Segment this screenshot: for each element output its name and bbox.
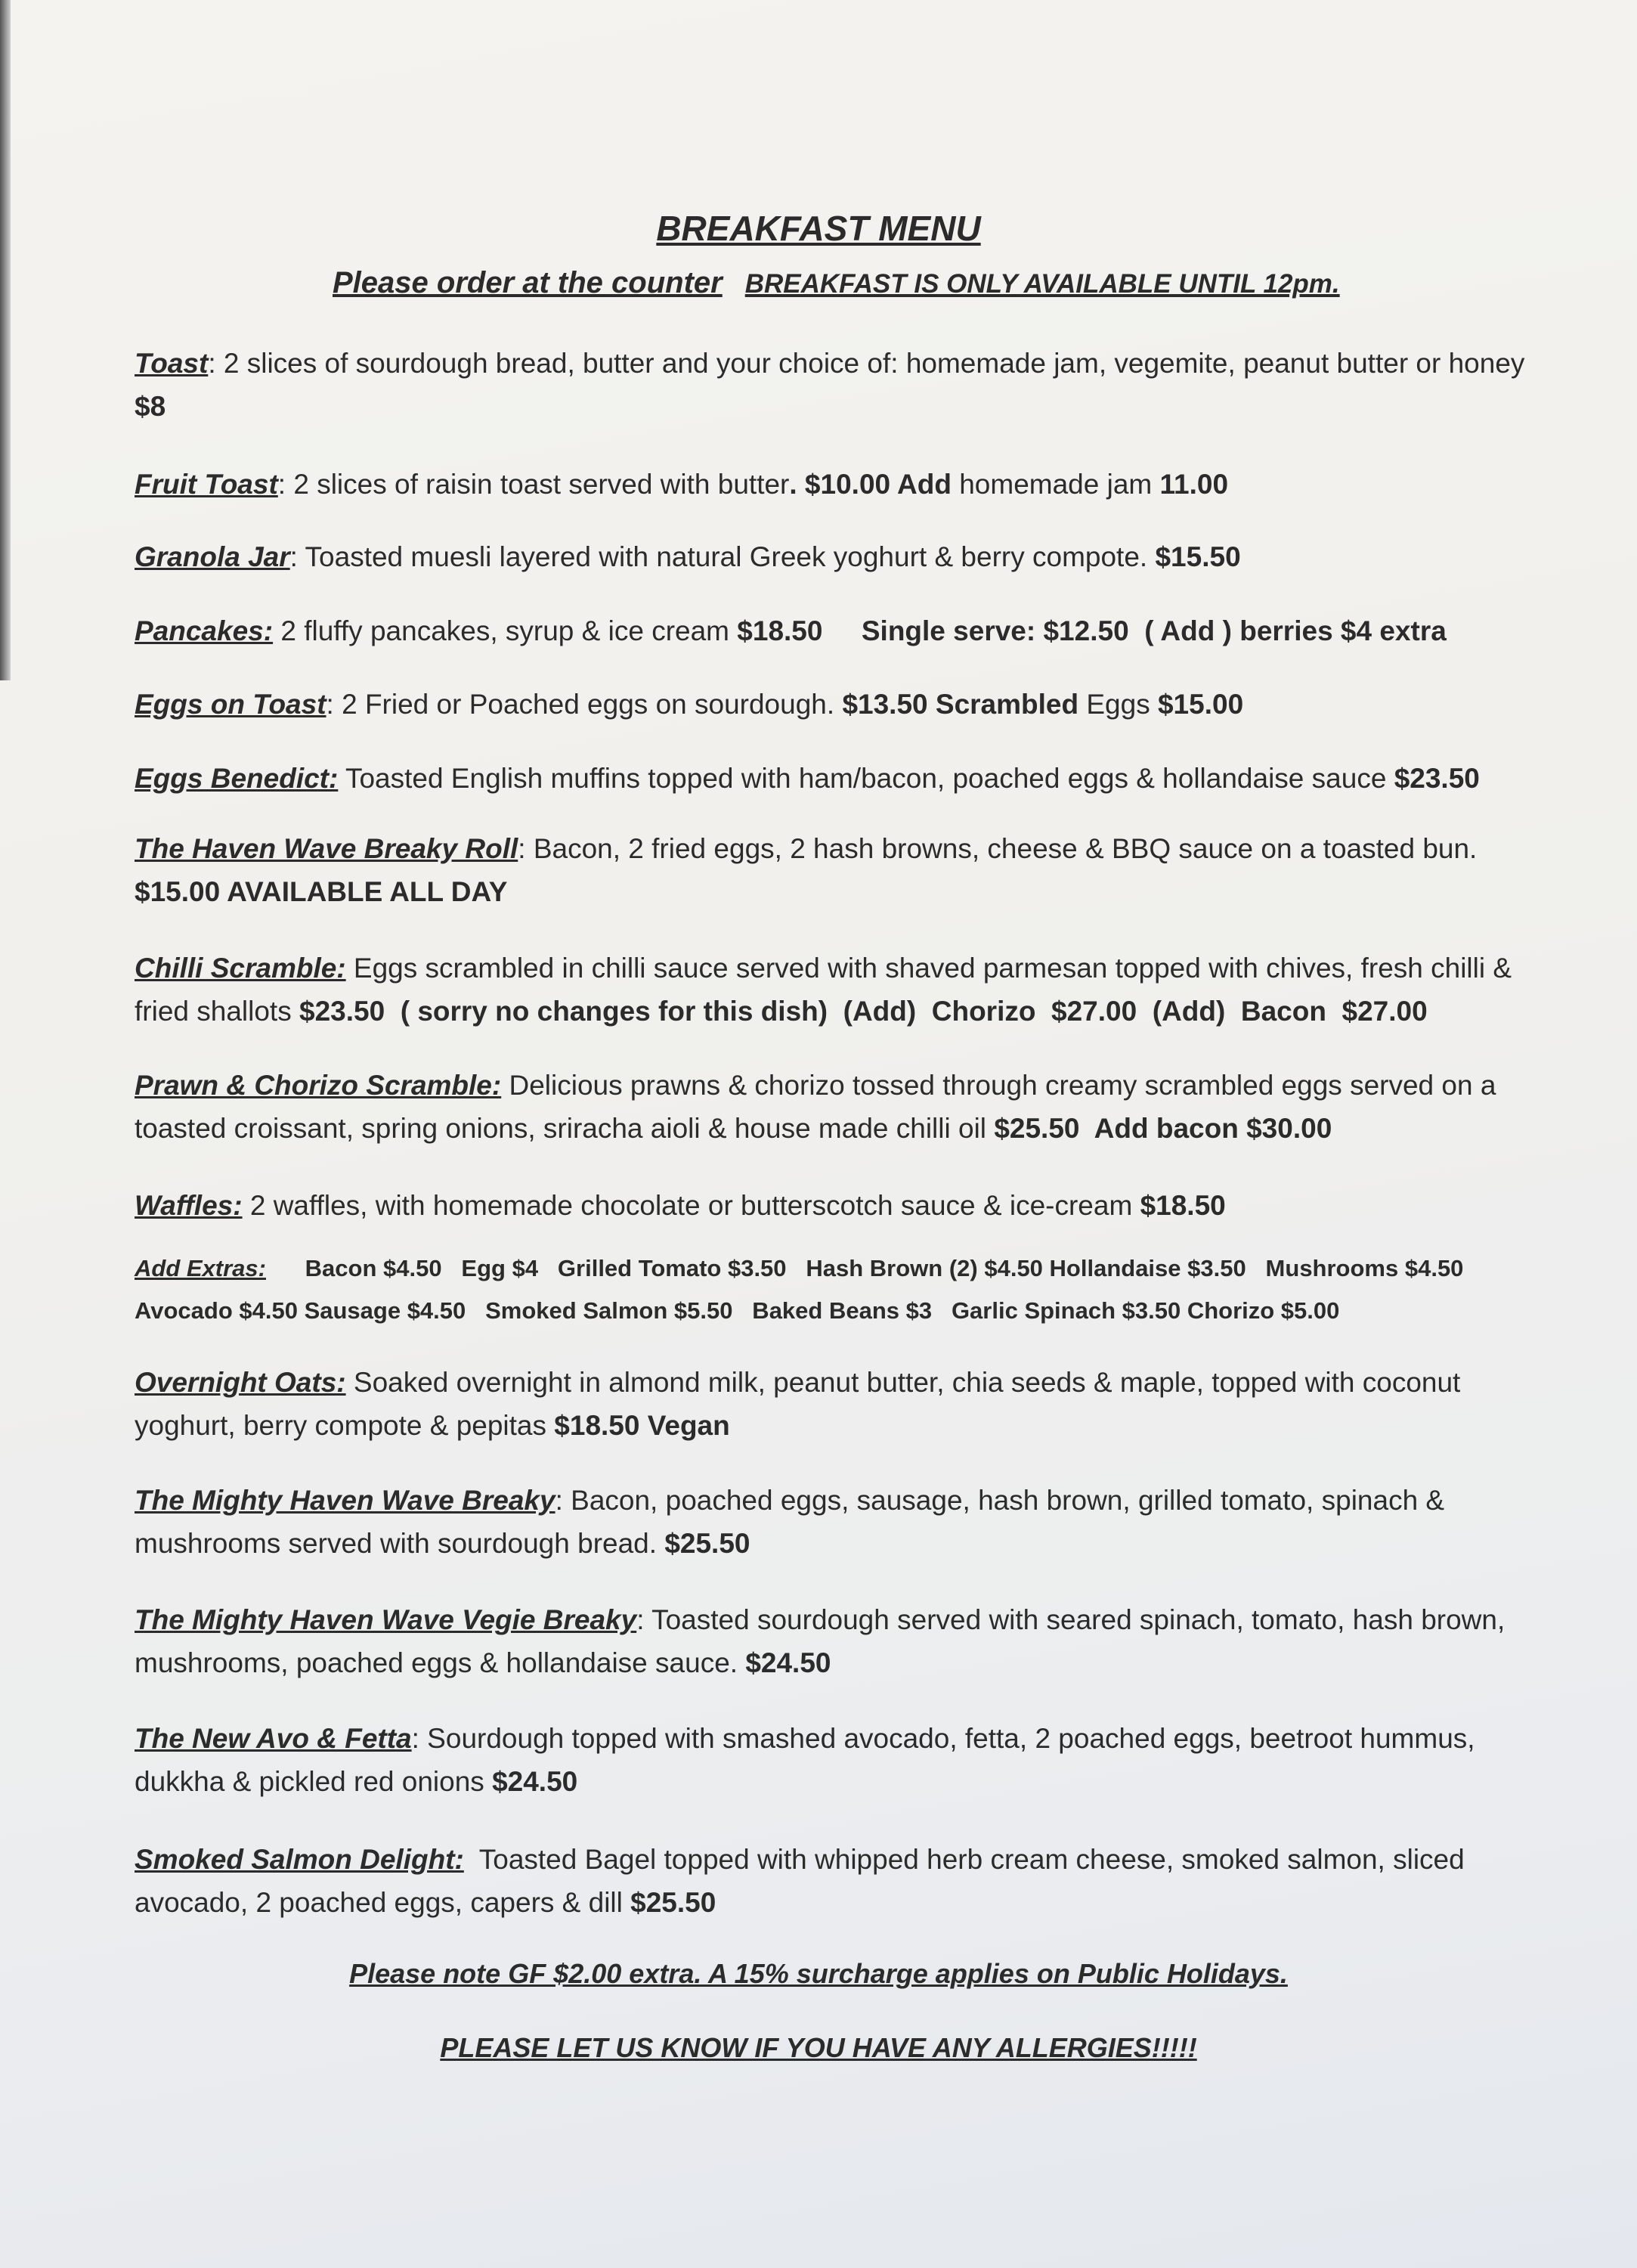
item-name: Smoked Salmon Delight: [135,1844,464,1875]
item-name-separator: : [518,833,526,864]
availability-note: BREAKFAST IS ONLY AVAILABLE UNTIL 12pm. [744,269,1340,299]
menu-item [135,827,1555,913]
item-description: $13.50 Scrambled [842,689,1079,720]
item-name-separator: : [555,1485,563,1516]
item-description: 2 fluffy pancakes, syrup & ice cream [273,615,738,646]
item-description: . $10.00 Add [789,469,952,500]
item-description: $24.50 [492,1766,578,1797]
item-description: 2 Fried or Poached eggs on sourdough. [333,689,843,720]
item-name: Fruit Toast [135,469,278,500]
item-description: $15.00 [1157,689,1244,720]
item-description: Bacon $4.50 Egg $4 Grilled Tomato $3.50 Hash Brown (2) $4.50 Hollandaise $3.50 Mushrooms $4.50 Avocado $4.50 Sausage $4.50 Smoked Salmon $5.50 Baked Beans $3 Garlic Spinach $3.50 Chorizo $5.00 [135,1255,1469,1324]
item-name: Prawn & Chorizo Scramble: [135,1070,502,1101]
item-description: homemade jam [951,469,1160,500]
item-description: Sourdough topped with smashed avocado, fetta, 2 poached eggs, beetroot hummus, dukkha & pickled red onions [135,1723,1483,1797]
item-name-separator: : [208,348,216,379]
item-name: Chilli Scramble: [135,953,346,984]
menu-item [135,463,1555,506]
menu-item [135,757,1555,800]
order-note: Please order at the counter [333,266,723,299]
item-name: The New Avo & Fetta [135,1723,412,1754]
menu-item [135,609,1555,652]
menu-subtitle [333,266,1340,300]
item-description: Bacon, poached eggs, sausage, hash brown, grilled tomato, spinach & mushrooms served with sourdough bread. [135,1485,1453,1559]
item-description: 2 slices of raisin toast served with butter [286,469,790,500]
item-description: Delicious prawns & chorizo tossed through creamy scrambled eggs served on a toasted croissant, spring onions, sriracha aioli & house made chilli oil [135,1070,1504,1144]
item-description: $23.50 [1394,763,1480,794]
item-description: Toasted muesli layered with natural Greek yoghurt & berry compote. [297,541,1156,572]
item-description: $25.50 [664,1528,750,1559]
item-description: $15.00 AVAILABLE ALL DAY [135,876,508,907]
item-name: Granola Jar [135,541,290,572]
menu-item [135,1717,1555,1803]
item-description: $24.50 [745,1647,831,1678]
menu-item [135,1838,1555,1924]
item-name: The Haven Wave Breaky Roll [135,833,518,864]
item-description: 2 waffles, with homemade chocolate or butterscotch sauce & ice-cream [242,1190,1140,1221]
item-name-separator: : [636,1604,645,1635]
item-name-separator: : [289,541,298,572]
menu-item [135,1247,1555,1332]
item-description: Bacon, 2 fried eggs, 2 hash browns, cheese & BBQ sauce on a toasted bun. [525,833,1485,864]
menu-item [135,342,1555,428]
item-description: Soaked overnight in almond milk, peanut butter, chia seeds & maple, topped with coconut yoghurt, berry compote & pepitas [135,1367,1468,1441]
item-description: Toasted Bagel topped with whipped herb cream cheese, smoked salmon, sliced avocado, 2 poached eggs, capers & dill [135,1844,1472,1918]
allergy-note: PLEASE LET US KNOW IF YOU HAVE ANY ALLERGIES!!!!! [440,2032,1197,2063]
item-name: The Mighty Haven Wave Breaky [135,1485,555,1516]
item-description: Toasted sourdough served with seared spinach, tomato, hash brown, mushrooms, poached eggs & hollandaise sauce. [135,1604,1513,1678]
menu-item [135,535,1555,578]
item-name-separator: : [411,1723,419,1754]
item-name: Waffles: [135,1190,243,1221]
item-description: $8 [135,391,166,422]
item-description: Eggs scrambled in chilli sauce served with shaved parmesan topped with chives, fresh chilli & fried shallots [135,953,1520,1027]
item-name: Pancakes: [135,615,274,646]
item-name: Toast [135,348,209,379]
paper-edge-shadow [0,0,11,680]
item-name: Add Extras: [135,1255,266,1281]
item-description: $25.50 [630,1887,716,1918]
menu-item [135,683,1555,726]
item-description: 11.00 [1159,469,1229,500]
menu-item [135,1361,1555,1447]
item-description: 2 slices of sourdough bread, butter and your choice of: homemade jam, vegemite, peanut butter or honey [215,348,1533,379]
menu-item [135,1064,1555,1150]
item-description: $18.50 Vegan [554,1410,730,1441]
item-name-separator: : [326,689,334,720]
item-description: Eggs [1078,689,1158,720]
menu-item [135,1479,1555,1565]
item-description: $23.50 ( sorry no changes for this dish) (Add) Chorizo $27.00 (Add) Bacon $27.00 [299,996,1428,1027]
item-name: Eggs Benedict: [135,763,339,794]
item-description: Toasted English muffins topped with ham/bacon, poached eggs & hollandaise sauce [338,763,1394,794]
item-name-separator: : [277,469,286,500]
menu-item [135,1598,1555,1684]
item-description: $18.50 Single serve: $12.50 ( Add ) berries $4 extra [737,615,1447,646]
menu-item [135,1184,1555,1227]
item-name: The Mighty Haven Wave Vegie Breaky [135,1604,637,1635]
menu-item [135,947,1555,1033]
item-description: $18.50 [1140,1190,1226,1221]
item-description: $15.50 [1155,541,1241,572]
item-name: Eggs on Toast [135,689,326,720]
item-description: $25.50 Add bacon $30.00 [994,1113,1332,1144]
gf-surcharge-note: Please note GF $2.00 extra. A 15% surcharge applies on Public Holidays. [349,1958,1288,1989]
item-name: Overnight Oats: [135,1367,346,1398]
menu-title: BREAKFAST MENU [656,209,981,248]
